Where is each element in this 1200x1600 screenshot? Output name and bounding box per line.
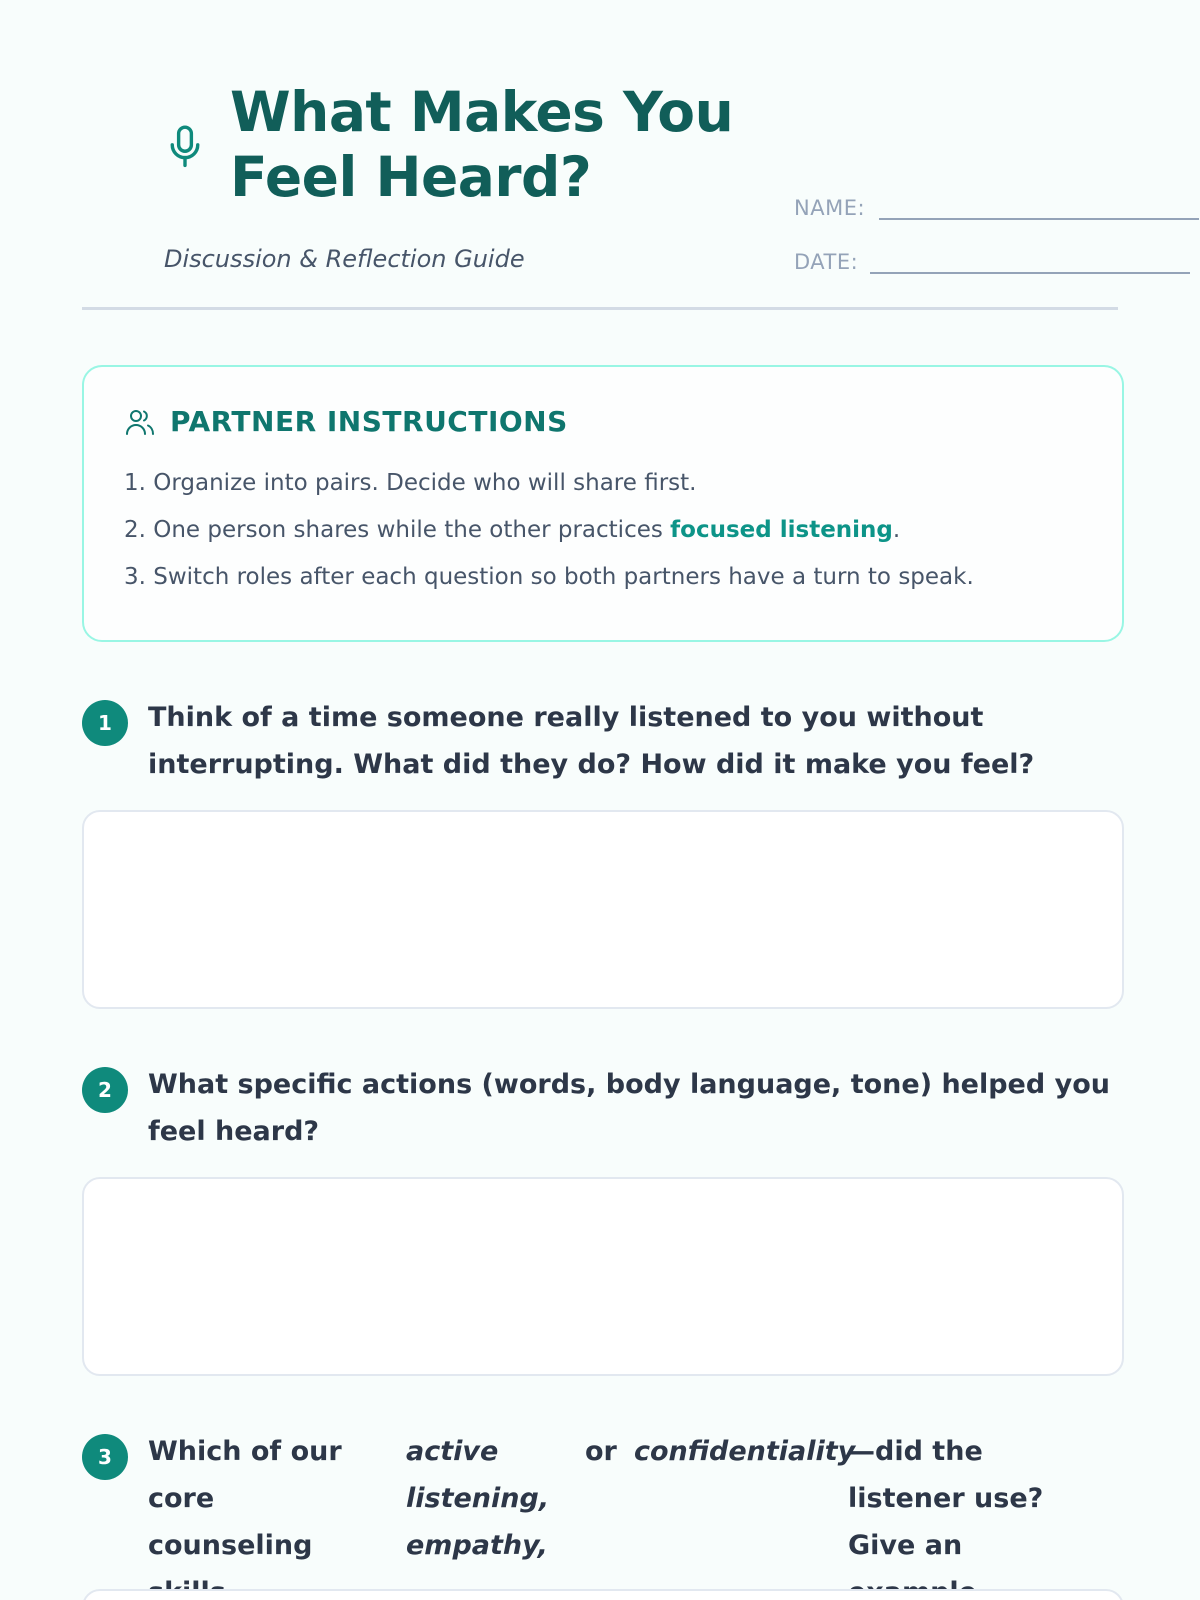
page-title <box>230 80 733 210</box>
instructions-title: PARTNER INSTRUCTIONS <box>170 405 568 438</box>
page-subtitle: Discussion & Reflection Guide <box>164 245 525 273</box>
question-3-part-4: confidentiality <box>634 1436 856 1467</box>
name-field <box>794 192 1199 220</box>
instruction-item-2 <box>124 507 1082 554</box>
name-line[interactable] <box>879 192 1199 220</box>
question-3-part-5: —did the listener use? Give an <box>848 1436 1044 1561</box>
answer-box-3[interactable] <box>82 1589 1124 1600</box>
question-number-badge: 1 <box>82 700 128 746</box>
question-3-part-3: or <box>585 1436 617 1467</box>
question-text: Think of a time someone really listened to you without interrupting. What did they do? How did it make you feel? <box>148 702 1035 780</box>
page-title-line2: Feel Heard? <box>230 145 592 209</box>
date-line[interactable] <box>870 246 1190 274</box>
date-label: DATE: <box>794 250 859 274</box>
focused-listening-highlight: focused listening <box>670 517 893 543</box>
question-3-part-2: active listening, empathy, <box>406 1436 550 1561</box>
question-3-part-1: Which of our core counseling <box>148 1436 342 1561</box>
answer-box-1[interactable] <box>82 810 1124 1009</box>
date-field <box>794 246 1190 274</box>
partner-instructions-box <box>82 365 1124 642</box>
instruction-item-1: 1. Organize into pairs. Decide who will share first. <box>124 470 697 496</box>
users-icon <box>124 406 156 438</box>
header-divider <box>82 307 1118 310</box>
name-label: NAME: <box>794 196 866 220</box>
question-text: What specific actions (words, body language, tone) helped you feel heard? <box>148 1069 1110 1147</box>
instruction-item-2-end: . <box>892 517 901 543</box>
instructions-header <box>124 405 1082 438</box>
instruction-item-2-text: 2. One person shares while the other practices <box>124 517 671 543</box>
question-number-badge: 2 <box>82 1067 128 1113</box>
page-title-line1: What Makes You <box>230 80 734 144</box>
answer-box-2[interactable] <box>82 1177 1124 1376</box>
microphone-icon <box>168 124 202 170</box>
question-number-badge: 3 <box>82 1434 128 1480</box>
header <box>82 0 1118 310</box>
instruction-item-3: 3. Switch roles after each question so both partners have a turn to speak. <box>124 564 974 590</box>
